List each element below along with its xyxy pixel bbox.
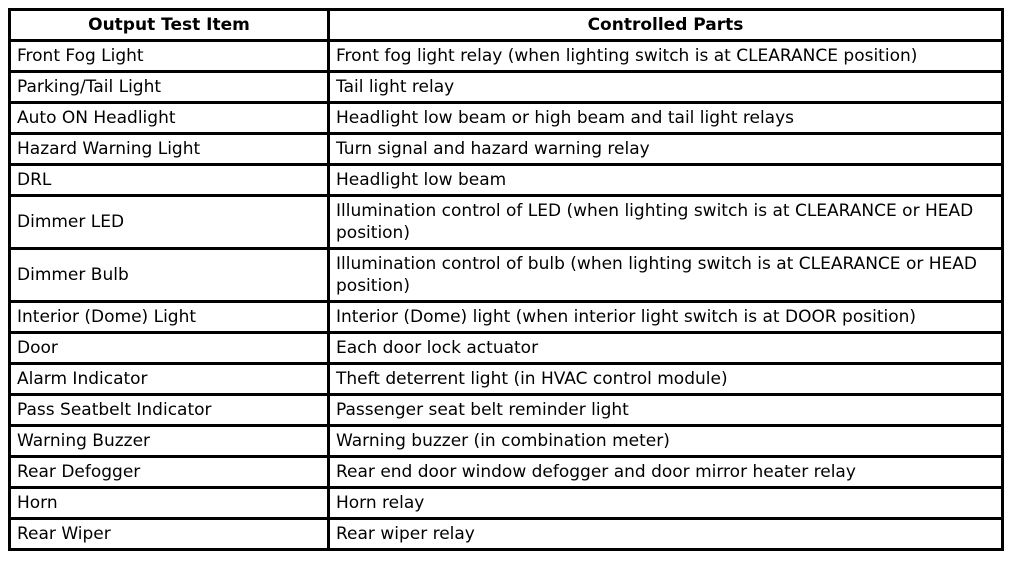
controlled-parts-cell: Headlight low beam or high beam and tail light relays — [329, 103, 1003, 134]
controlled-parts-cell: Each door lock actuator — [329, 333, 1003, 364]
test-item-cell: Rear Defogger — [10, 457, 329, 488]
controlled-parts-cell: Illumination control of bulb (when lighting switch is at CLEARANCE or HEAD position) — [329, 249, 1003, 302]
table-row — [10, 196, 1003, 249]
controlled-parts-cell: Tail light relay — [329, 72, 1003, 103]
test-item-cell: Warning Buzzer — [10, 426, 329, 457]
test-item-cell: Auto ON Headlight — [10, 103, 329, 134]
test-item-cell: Dimmer LED — [10, 196, 329, 249]
table-row — [10, 302, 1003, 333]
table-row — [10, 457, 1003, 488]
table-row — [10, 103, 1003, 134]
table-row — [10, 519, 1003, 550]
test-item-cell: Hazard Warning Light — [10, 134, 329, 165]
table-row — [10, 364, 1003, 395]
test-item-cell: Parking/Tail Light — [10, 72, 329, 103]
controlled-parts-cell: Turn signal and hazard warning relay — [329, 134, 1003, 165]
table-row — [10, 249, 1003, 302]
table-row — [10, 165, 1003, 196]
table-row — [10, 426, 1003, 457]
controlled-parts-cell: Rear end door window defogger and door mirror heater relay — [329, 457, 1003, 488]
test-item-cell: Dimmer Bulb — [10, 249, 329, 302]
output-test-table-container — [8, 8, 1001, 551]
table-row — [10, 72, 1003, 103]
test-item-cell: Rear Wiper — [10, 519, 329, 550]
header-output-test-item: Output Test Item — [10, 10, 329, 41]
controlled-parts-cell: Headlight low beam — [329, 165, 1003, 196]
test-item-cell: Alarm Indicator — [10, 364, 329, 395]
test-item-cell: DRL — [10, 165, 329, 196]
table-header-row — [10, 10, 1003, 41]
test-item-cell: Front Fog Light — [10, 41, 329, 72]
controlled-parts-cell: Front fog light relay (when lighting switch is at CLEARANCE position) — [329, 41, 1003, 72]
header-controlled-parts: Controlled Parts — [329, 10, 1003, 41]
test-item-cell: Door — [10, 333, 329, 364]
controlled-parts-cell: Rear wiper relay — [329, 519, 1003, 550]
controlled-parts-cell: Interior (Dome) light (when interior light switch is at DOOR position) — [329, 302, 1003, 333]
table-row — [10, 333, 1003, 364]
test-item-cell: Horn — [10, 488, 329, 519]
test-item-cell: Interior (Dome) Light — [10, 302, 329, 333]
table-row — [10, 41, 1003, 72]
controlled-parts-cell: Horn relay — [329, 488, 1003, 519]
table-row — [10, 134, 1003, 165]
controlled-parts-cell: Passenger seat belt reminder light — [329, 395, 1003, 426]
test-item-cell: Pass Seatbelt Indicator — [10, 395, 329, 426]
controlled-parts-cell: Illumination control of LED (when lighting switch is at CLEARANCE or HEAD position) — [329, 196, 1003, 249]
output-test-table — [8, 8, 1004, 551]
table-row — [10, 395, 1003, 426]
controlled-parts-cell: Warning buzzer (in combination meter) — [329, 426, 1003, 457]
table-row — [10, 488, 1003, 519]
controlled-parts-cell: Theft deterrent light (in HVAC control module) — [329, 364, 1003, 395]
